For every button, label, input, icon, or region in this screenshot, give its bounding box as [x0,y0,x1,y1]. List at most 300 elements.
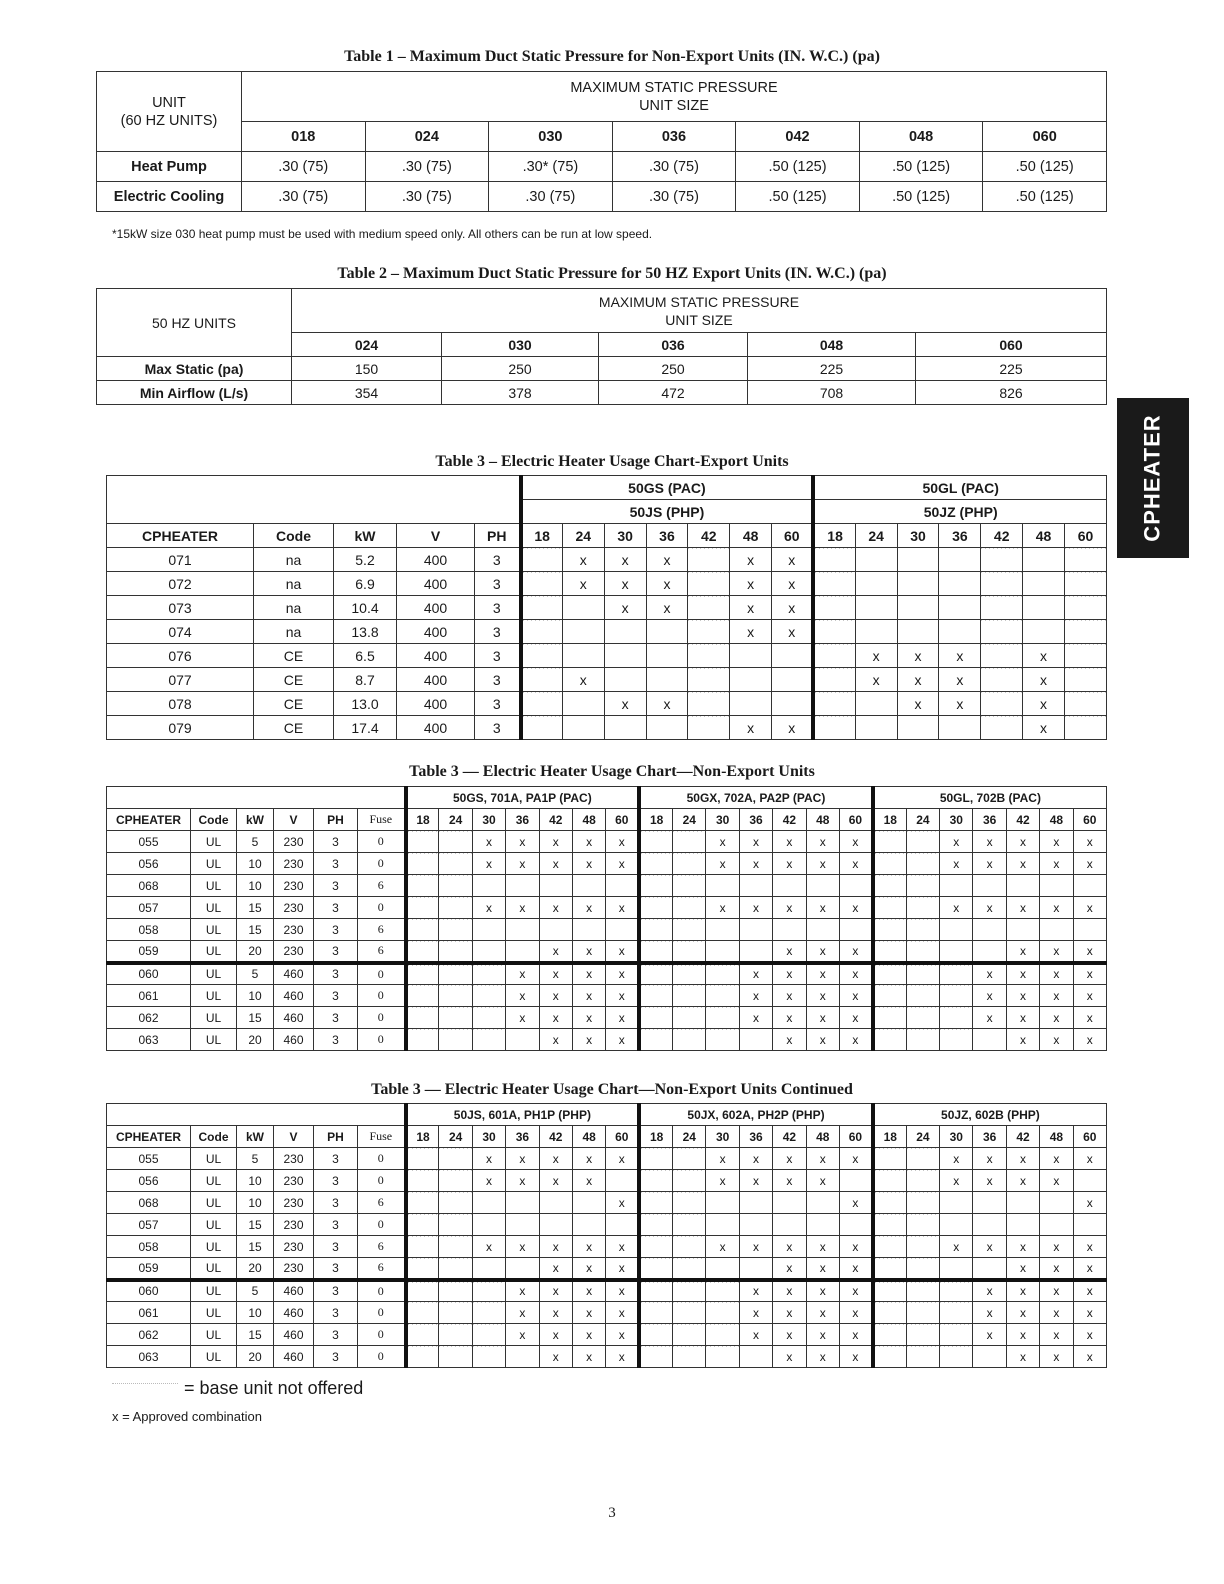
approved-mark: x [1073,1258,1106,1280]
approved-mark: x [604,548,646,572]
approved-mark: x [773,1302,806,1324]
approved-mark: x [1040,831,1073,853]
not-offered-cell [706,1029,739,1051]
approved-mark: x [606,1258,639,1280]
not-offered-cell [906,1029,939,1051]
table1-footnote: *15kW size 030 heat pump must be used with medium speed only. All others can be run at low speed. [112,227,653,241]
table3-nonexport-cell: 060 [107,963,191,985]
not-offered-cell [639,1148,672,1170]
approved-mark: x [1073,941,1106,963]
table2-row-label: Min Airflow (L/s) [97,381,292,405]
not-offered-cell [1064,620,1106,644]
approved-mark: x [773,985,806,1007]
approved-mark: x [1006,1148,1039,1170]
table3-continued-size-header: 30 [940,1126,973,1148]
table3-export-cell: 072 [107,572,254,596]
table3-nonexport-cell: 058 [107,919,191,941]
empty-cell [706,941,739,963]
approved-mark: x [1040,1029,1073,1051]
table3-continued-col-header: Code [191,1126,237,1148]
empty-cell [1040,1214,1073,1236]
approved-mark: x [1040,853,1073,875]
approved-mark: x [973,897,1006,919]
approved-mark: x [606,963,639,985]
approved-mark: x [806,1280,839,1302]
not-offered-cell [521,668,563,692]
table3-nonexport-row [107,985,1107,1007]
approved-mark: x [739,1324,772,1346]
approved-mark: x [539,1346,572,1368]
table3-continued-cell: 10 [237,1302,274,1324]
not-offered-cell [406,1170,439,1192]
table3-continued-cell: 3 [314,1192,358,1214]
empty-cell [539,1214,572,1236]
approved-mark: x [772,620,814,644]
empty-cell [506,1192,539,1214]
table3-nonexport-cell: 3 [314,941,358,963]
not-offered-cell [906,1302,939,1324]
empty-cell [973,1214,1006,1236]
table3-continued-row [107,1280,1107,1302]
not-offered-cell [873,1280,906,1302]
approved-mark: x [973,1302,1006,1324]
empty-cell [730,668,772,692]
not-offered-cell [439,853,472,875]
table3-continued-cell: 3 [314,1148,358,1170]
empty-cell [773,1214,806,1236]
not-offered-cell [673,963,706,985]
empty-cell [562,644,604,668]
not-offered-cell [439,963,472,985]
table3-nonexport-cell: UL [191,985,237,1007]
not-offered-cell [406,1346,439,1368]
table3-nonexport-size-header: 36 [973,809,1006,831]
not-offered-cell [906,1214,939,1236]
table3-nonexport-size-header: 18 [873,809,906,831]
table3-continued-cell: UL [191,1302,237,1324]
not-offered-cell [873,1258,906,1280]
approved-mark: x [506,1148,539,1170]
approved-mark: x [1073,985,1106,1007]
not-offered-cell [906,919,939,941]
empty-cell [646,644,688,668]
empty-cell [773,919,806,941]
table3-nonexport-cell: 3 [314,1007,358,1029]
table3-nonexport-cell: 3 [314,831,358,853]
empty-cell [939,548,981,572]
not-offered-cell [940,1302,973,1324]
not-offered-cell [688,716,730,740]
not-offered-cell [906,1170,939,1192]
not-offered-cell [439,985,472,1007]
approved-mark: x [739,985,772,1007]
approved-mark: x [606,1346,639,1368]
table1-cell: .30* (75) [489,152,613,182]
table3-nonexport-cell: 3 [314,985,358,1007]
table3-export-cell: CE [254,692,334,716]
table3-nonexport-cell: 0 [358,853,406,875]
empty-cell [839,875,872,897]
empty-cell [897,716,939,740]
side-tab-label: CPHEATER [1140,414,1166,542]
approved-mark: x [806,1148,839,1170]
not-offered-cell [1064,572,1106,596]
not-offered-cell [688,620,730,644]
table3-continued-row [107,1170,1107,1192]
page-number: 3 [608,1505,616,1521]
not-offered-cell [673,1346,706,1368]
not-offered-cell [906,1192,939,1214]
table3-nonexport-cell: UL [191,875,237,897]
table3-continued-cell: UL [191,1324,237,1346]
empty-cell [472,1192,505,1214]
table3-continued-cell: UL [191,1148,237,1170]
approved-mark: x [806,1302,839,1324]
approved-mark: x [572,1148,605,1170]
table1-cell: .30 (75) [365,182,489,212]
approved-mark: x [973,1007,1006,1029]
not-offered-cell [639,1324,672,1346]
not-offered-cell [439,1258,472,1280]
table3-export-caption: Table 3 – Electric Heater Usage Chart-Export Units [435,453,789,470]
table3-nonexport-cell: UL [191,831,237,853]
approved-mark: x [839,831,872,853]
table3-nonexport-cell: 0 [358,897,406,919]
not-offered-cell [472,1346,505,1368]
table2 [96,288,1107,405]
table3-continued-cell: 15 [237,1214,274,1236]
approved-mark: x [855,668,897,692]
approved-mark: x [506,963,539,985]
empty-cell [897,620,939,644]
not-offered-cell [439,875,472,897]
approved-mark: x [472,897,505,919]
approved-mark: x [773,1170,806,1192]
approved-mark: x [1073,1148,1106,1170]
table3-nonexport-row [107,1029,1107,1051]
table3-nonexport-row [107,919,1107,941]
table3-export-size-header: 42 [688,524,730,548]
table3-nonexport-cell: UL [191,1007,237,1029]
approved-mark: x [539,1170,572,1192]
table3-export-cell: 078 [107,692,254,716]
table2-size-header: 048 [748,333,916,357]
approved-mark: x [772,572,814,596]
approved-mark: x [506,853,539,875]
table3-nonexport-size-header: 36 [506,809,539,831]
not-offered-cell [906,1324,939,1346]
empty-cell [773,875,806,897]
table3-nonexport-size-header: 48 [1040,809,1073,831]
table1-cell: .50 (125) [859,182,983,212]
approved-mark: x [806,941,839,963]
not-offered-cell [873,919,906,941]
approved-mark: x [839,985,872,1007]
approved-mark: x [1073,1236,1106,1258]
approved-mark: x [773,897,806,919]
table3-nonexport-group-header: 50GS, 701A, PA1P (PAC) [406,787,640,809]
not-offered-cell [639,1007,672,1029]
empty-cell [1073,919,1106,941]
table3-export-cell: 3 [475,596,521,620]
side-tab [1117,398,1189,558]
not-offered-cell [406,1192,439,1214]
approved-mark: x [506,1170,539,1192]
approved-mark: x [606,831,639,853]
table1-size-header: 024 [365,122,489,152]
table3-nonexport-cell: 230 [274,853,314,875]
not-offered-cell [688,692,730,716]
not-offered-cell [873,1170,906,1192]
table2-cell: 708 [748,381,916,405]
not-offered-cell [873,1346,906,1368]
table3-nonexport-cell: 6 [358,941,406,963]
table3-continued-cell: 15 [237,1324,274,1346]
approved-mark: x [839,963,872,985]
empty-cell [506,1029,539,1051]
table3-export-row [107,596,1107,620]
approved-mark: x [739,1007,772,1029]
table3-export-group2-line2: 50JZ (PHP) [813,500,1106,524]
approved-mark: x [506,1236,539,1258]
approved-mark: x [1040,985,1073,1007]
not-offered-cell [673,985,706,1007]
table3-export-size-header: 24 [855,524,897,548]
table3-continued-cell: 460 [274,1346,314,1368]
approved-mark: x [739,1170,772,1192]
not-offered-cell [906,941,939,963]
empty-cell [562,620,604,644]
approved-mark: x [606,1236,639,1258]
not-offered-cell [439,1148,472,1170]
table3-nonexport-size-header: 60 [839,809,872,831]
table3-continued-group-header: 50JX, 602A, PH2P (PHP) [639,1104,873,1126]
approved-mark: x [973,1280,1006,1302]
table1-group-header: MAXIMUM STATIC PRESSURE UNIT SIZE [242,72,1107,122]
approved-mark: x [1006,853,1039,875]
table3-continued-size-header: 18 [639,1126,672,1148]
approved-mark: x [646,692,688,716]
not-offered-cell [906,1007,939,1029]
table3-continued-cell: UL [191,1170,237,1192]
not-offered-cell [639,1346,672,1368]
table3-continued-cell: 230 [274,1214,314,1236]
table3-nonexport-cell: UL [191,963,237,985]
approved-mark: x [739,1280,772,1302]
table3-nonexport-cell: 0 [358,1007,406,1029]
approved-mark: x [706,1170,739,1192]
approved-mark: x [706,1236,739,1258]
table3-nonexport-cell: 068 [107,875,191,897]
empty-cell [940,1214,973,1236]
table3-continued-cell: UL [191,1214,237,1236]
approved-mark: x [739,963,772,985]
approved-mark: x [1073,831,1106,853]
not-offered-cell [906,985,939,1007]
approved-mark: x [772,596,814,620]
table3-continued-size-header: 48 [806,1126,839,1148]
table3-nonexport-row [107,831,1107,853]
empty-cell [1040,919,1073,941]
table3-nonexport-cell: 0 [358,963,406,985]
table3-nonexport-cell: 230 [274,919,314,941]
approved-mark: x [806,1170,839,1192]
approved-mark: x [706,1148,739,1170]
empty-cell [940,875,973,897]
approved-mark: x [839,1007,872,1029]
not-offered-cell [639,963,672,985]
not-offered-cell [940,985,973,1007]
not-offered-cell [521,644,563,668]
table3-continued-size-header: 60 [1073,1126,1106,1148]
empty-cell [940,1192,973,1214]
approved-mark: x [1006,897,1039,919]
approved-mark: x [1073,1346,1106,1368]
approved-mark: x [1073,1302,1106,1324]
not-offered-cell [673,1029,706,1051]
empty-cell [1023,596,1065,620]
table3-nonexport-cell: 059 [107,941,191,963]
table3-export-cell: 3 [475,716,521,740]
empty-cell [973,1346,1006,1368]
not-offered-cell [688,644,730,668]
table3-nonexport-cell: 5 [237,831,274,853]
empty-cell [973,1258,1006,1280]
approved-mark: x [1073,1280,1106,1302]
table3-export-cell: 400 [397,692,475,716]
table3-nonexport-size-header: 24 [439,809,472,831]
table3-continued-blank [107,1104,406,1126]
table3-export-row [107,548,1107,572]
not-offered-cell [706,963,739,985]
not-offered-cell [472,1280,505,1302]
approved-mark: x [730,716,772,740]
not-offered-cell [406,831,439,853]
table3-export-col-header: kW [334,524,397,548]
empty-cell [1073,1214,1106,1236]
table3-export-cell: 6.5 [334,644,397,668]
approved-mark: x [806,853,839,875]
approved-mark: x [1006,1324,1039,1346]
not-offered-cell [906,963,939,985]
approved-mark: x [1073,1324,1106,1346]
legend-base-unit-text: = base unit not offered [184,1378,364,1398]
not-offered-cell [439,1324,472,1346]
approved-mark: x [773,1324,806,1346]
table3-export-row [107,668,1107,692]
table3-nonexport-cell: 3 [314,875,358,897]
table3-nonexport-cell: 460 [274,963,314,985]
approved-mark: x [606,1029,639,1051]
empty-cell [604,716,646,740]
approved-mark: x [539,831,572,853]
empty-cell [604,644,646,668]
approved-mark: x [506,985,539,1007]
not-offered-cell [439,1007,472,1029]
not-offered-cell [706,985,739,1007]
approved-mark: x [939,692,981,716]
empty-cell [855,716,897,740]
table3-export-cell: 3 [475,692,521,716]
approved-mark: x [1073,1007,1106,1029]
approved-mark: x [806,1029,839,1051]
approved-mark: x [1006,831,1039,853]
approved-mark: x [572,853,605,875]
table3-continued-col-header: Fuse [358,1126,406,1148]
table3-export-cell: 3 [475,620,521,644]
table3-continued-cell: 10 [237,1192,274,1214]
table3-continued-cell: 0 [358,1170,406,1192]
not-offered-cell [873,1007,906,1029]
table3-nonexport-cell: UL [191,897,237,919]
approved-mark: x [1040,897,1073,919]
table3-nonexport-cell: 230 [274,941,314,963]
approved-mark: x [973,1148,1006,1170]
empty-cell [562,596,604,620]
table3-export-size-header: 60 [1064,524,1106,548]
approved-mark: x [506,1324,539,1346]
not-offered-cell [521,572,563,596]
table3-continued-cell: 063 [107,1346,191,1368]
table3-nonexport-cell: 063 [107,1029,191,1051]
empty-cell [897,572,939,596]
table3-export-col-header: PH [475,524,521,548]
empty-cell [839,1214,872,1236]
table3-export-col-header: V [397,524,475,548]
not-offered-cell [406,853,439,875]
table1-cell: .30 (75) [612,182,736,212]
table3-continued-cell: 10 [237,1170,274,1192]
approved-mark: x [773,1280,806,1302]
table3-export-group2-line1: 50GL (PAC) [813,476,1106,500]
approved-mark: x [572,1302,605,1324]
table3-continued-group-header: 50JS, 601A, PH1P (PHP) [406,1104,640,1126]
not-offered-cell [406,875,439,897]
empty-cell [897,548,939,572]
table3-nonexport-cell: 3 [314,1029,358,1051]
not-offered-cell [981,548,1023,572]
table3-continued-cell: 057 [107,1214,191,1236]
approved-mark: x [1006,941,1039,963]
empty-cell [739,1214,772,1236]
approved-mark: x [839,1280,872,1302]
not-offered-cell [688,548,730,572]
table3-continued-group-header: 50JZ, 602B (PHP) [873,1104,1107,1126]
table1-row-label: Electric Cooling [97,182,242,212]
not-offered-cell [439,1170,472,1192]
table3-export-cell: 400 [397,596,475,620]
empty-cell [572,875,605,897]
not-offered-cell [906,897,939,919]
empty-cell [739,1346,772,1368]
approved-mark: x [773,1029,806,1051]
approved-mark: x [472,1170,505,1192]
table1 [96,71,1107,212]
not-offered-cell [906,1280,939,1302]
approved-mark: x [973,1236,1006,1258]
approved-mark: x [839,1236,872,1258]
approved-mark: x [606,1007,639,1029]
table3-export-size-header: 48 [730,524,772,548]
approved-mark: x [1073,853,1106,875]
approved-mark: x [572,1346,605,1368]
not-offered-cell [639,941,672,963]
table3-continued-col-header: CPHEATER [107,1126,191,1148]
table3-nonexport-row [107,1007,1107,1029]
approved-mark: x [730,596,772,620]
empty-cell [472,941,505,963]
not-offered-cell [688,668,730,692]
